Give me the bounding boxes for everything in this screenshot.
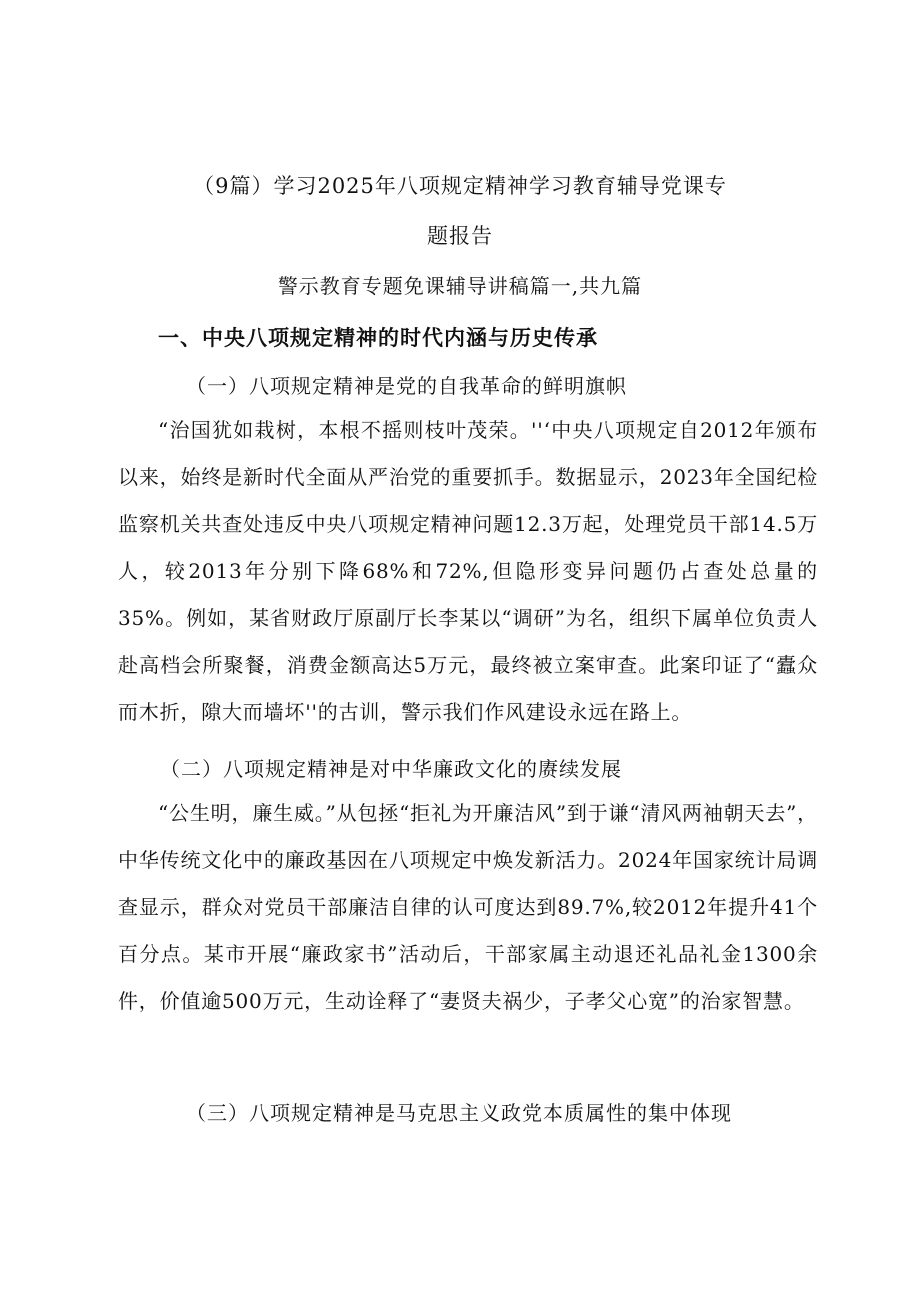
subsection-2-paragraph: “公生明，廉生威。”从包拯“拒礼为开廉洁风”到于谦“清风两袖朝天去”，中华传统文化中的廉政基因在八项规定中焕发新活力。2024年国家统计局调查显示，群众对党员干部廉洁自律的认可度达到89.7%,较2012年提升41个百分点。某市开展“廉政家书”活动后，干部家属主动退还礼品礼金1300余件，价值逾500万元，生动诠释了“妻贤夫祸少，子孝父心宽”的治家智慧。 bbox=[118, 801, 818, 1013]
section-1-heading: 一、中央八项规定精神的时代内涵与历史传承 bbox=[158, 325, 598, 350]
document-title-line-2: 题报告 bbox=[427, 224, 493, 248]
subsection-3-heading: （三）八项规定精神是马克思主义政党本质属性的集中体现 bbox=[186, 1101, 732, 1125]
subsection-1-heading: （一）八项规定精神是党的自我革命的鲜明旗帜 bbox=[186, 374, 627, 398]
document-subtitle: 警示教育专题免课辅导讲稿篇一,共九篇 bbox=[277, 274, 643, 298]
subsection-2-heading: （二）八项规定精神是对中华廉政文化的赓续发展 bbox=[160, 757, 622, 781]
document-title-line-1: （9篇）学习2025年八项规定精神学习教育辅导党课专 bbox=[193, 174, 727, 198]
subsection-1-paragraph: “治国犹如栽树，本根不摇则枝叶茂荣。''‘中央八项规定自2012年颁布以来，始终是新时代全面从严治党的重要抓手。数据显示，2023年全国纪检监察机关共查处违反中央八项规定精神问题12.3万起，处理党员干部14.5万人，较2013年分别下降68%和72%,但隐形变异问题仍占查处总量的35%。例如，某省财政厅原副厅长李某以“调研”为名，组织下属单位负责人赴高档会所聚餐，消费金额高达5万元，最终被立案审查。此案印证了“蠹众而木折，隙大而墙坏''的古训，警示我们作风建设永远在路上。 bbox=[118, 418, 818, 724]
